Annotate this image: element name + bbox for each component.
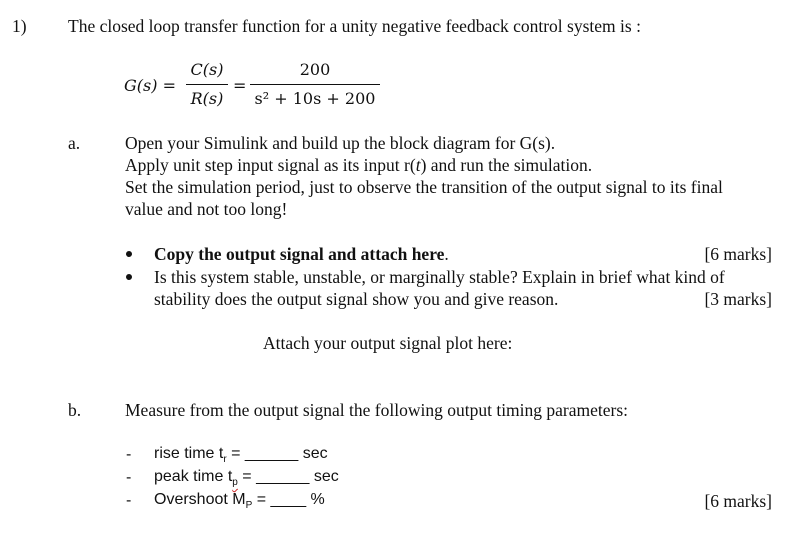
question-intro: The closed loop transfer function for a unity negative feedback control system is : bbox=[68, 16, 641, 36]
bullet-1-bold: Copy the output signal and attach here bbox=[154, 244, 445, 264]
tf-denominator-r: R(s) bbox=[190, 89, 224, 108]
bullet-dot bbox=[126, 274, 132, 280]
tf-numerator-c: C(s) bbox=[190, 60, 224, 79]
peak-time-sub: p bbox=[232, 477, 238, 489]
dash-bullet: - bbox=[126, 492, 132, 509]
question-number: 1) bbox=[12, 16, 27, 36]
line2-pre: Apply unit step input signal as its input r( bbox=[125, 155, 416, 175]
peak-time-line bbox=[154, 468, 339, 488]
part-a-line4: value and not too long! bbox=[125, 199, 288, 219]
tf-lhs: G(s) = bbox=[124, 76, 176, 95]
part-a-line2 bbox=[125, 155, 592, 176]
dash-bullet: - bbox=[126, 469, 132, 486]
part-a-line3: Set the simulation period, just to observe the transition of the output signal to its final bbox=[125, 177, 723, 197]
line2-post: ) and run the simulation. bbox=[420, 155, 593, 175]
part-a-label: a. bbox=[68, 133, 81, 153]
overshoot-post: = ____ % bbox=[252, 491, 325, 508]
bullet-2-line1: Is this system stable, unstable, or marginally stable? Explain in brief what kind of bbox=[154, 267, 725, 287]
line2-var: t bbox=[415, 155, 421, 175]
dash-bullet: - bbox=[126, 446, 132, 463]
bullet-1-rest: . bbox=[444, 244, 449, 264]
part-b-label: b. bbox=[68, 400, 82, 420]
tf-numerator-200: 200 bbox=[299, 60, 331, 79]
rise-time-post: = ______ sec bbox=[226, 445, 328, 462]
overshoot-line bbox=[154, 491, 325, 511]
peak-time-post: = ______ sec bbox=[237, 468, 339, 485]
part-a-line1: Open your Simulink and build up the block diagram for G(s). bbox=[125, 133, 556, 153]
attach-instruction: Attach your output signal plot here: bbox=[263, 333, 513, 353]
peak-time-pre: peak time t bbox=[154, 468, 233, 485]
tf-denominator-poly: s² + 10s + 200 bbox=[254, 89, 376, 108]
part-b-intro: Measure from the output signal the following output timing parameters: bbox=[125, 400, 629, 420]
fraction-bar bbox=[186, 84, 228, 85]
bullet-2-line2: stability does the output signal show you and give reason. bbox=[154, 289, 559, 309]
overshoot-sub: P bbox=[245, 500, 253, 512]
rise-time-sub: r bbox=[223, 454, 227, 466]
tf-equals: = bbox=[233, 76, 247, 95]
part-b-marks: [6 marks] bbox=[704, 491, 772, 511]
rise-time-line bbox=[154, 445, 328, 465]
rise-time-pre: rise time t bbox=[154, 445, 224, 462]
overshoot-pre: Overshoot M bbox=[154, 491, 246, 508]
bullet-1-text bbox=[154, 244, 449, 265]
bullet-1-marks: [6 marks] bbox=[704, 244, 772, 264]
bullet-2-marks: [3 marks] bbox=[704, 289, 772, 309]
bullet-dot bbox=[126, 251, 132, 257]
fraction-bar bbox=[250, 84, 380, 85]
